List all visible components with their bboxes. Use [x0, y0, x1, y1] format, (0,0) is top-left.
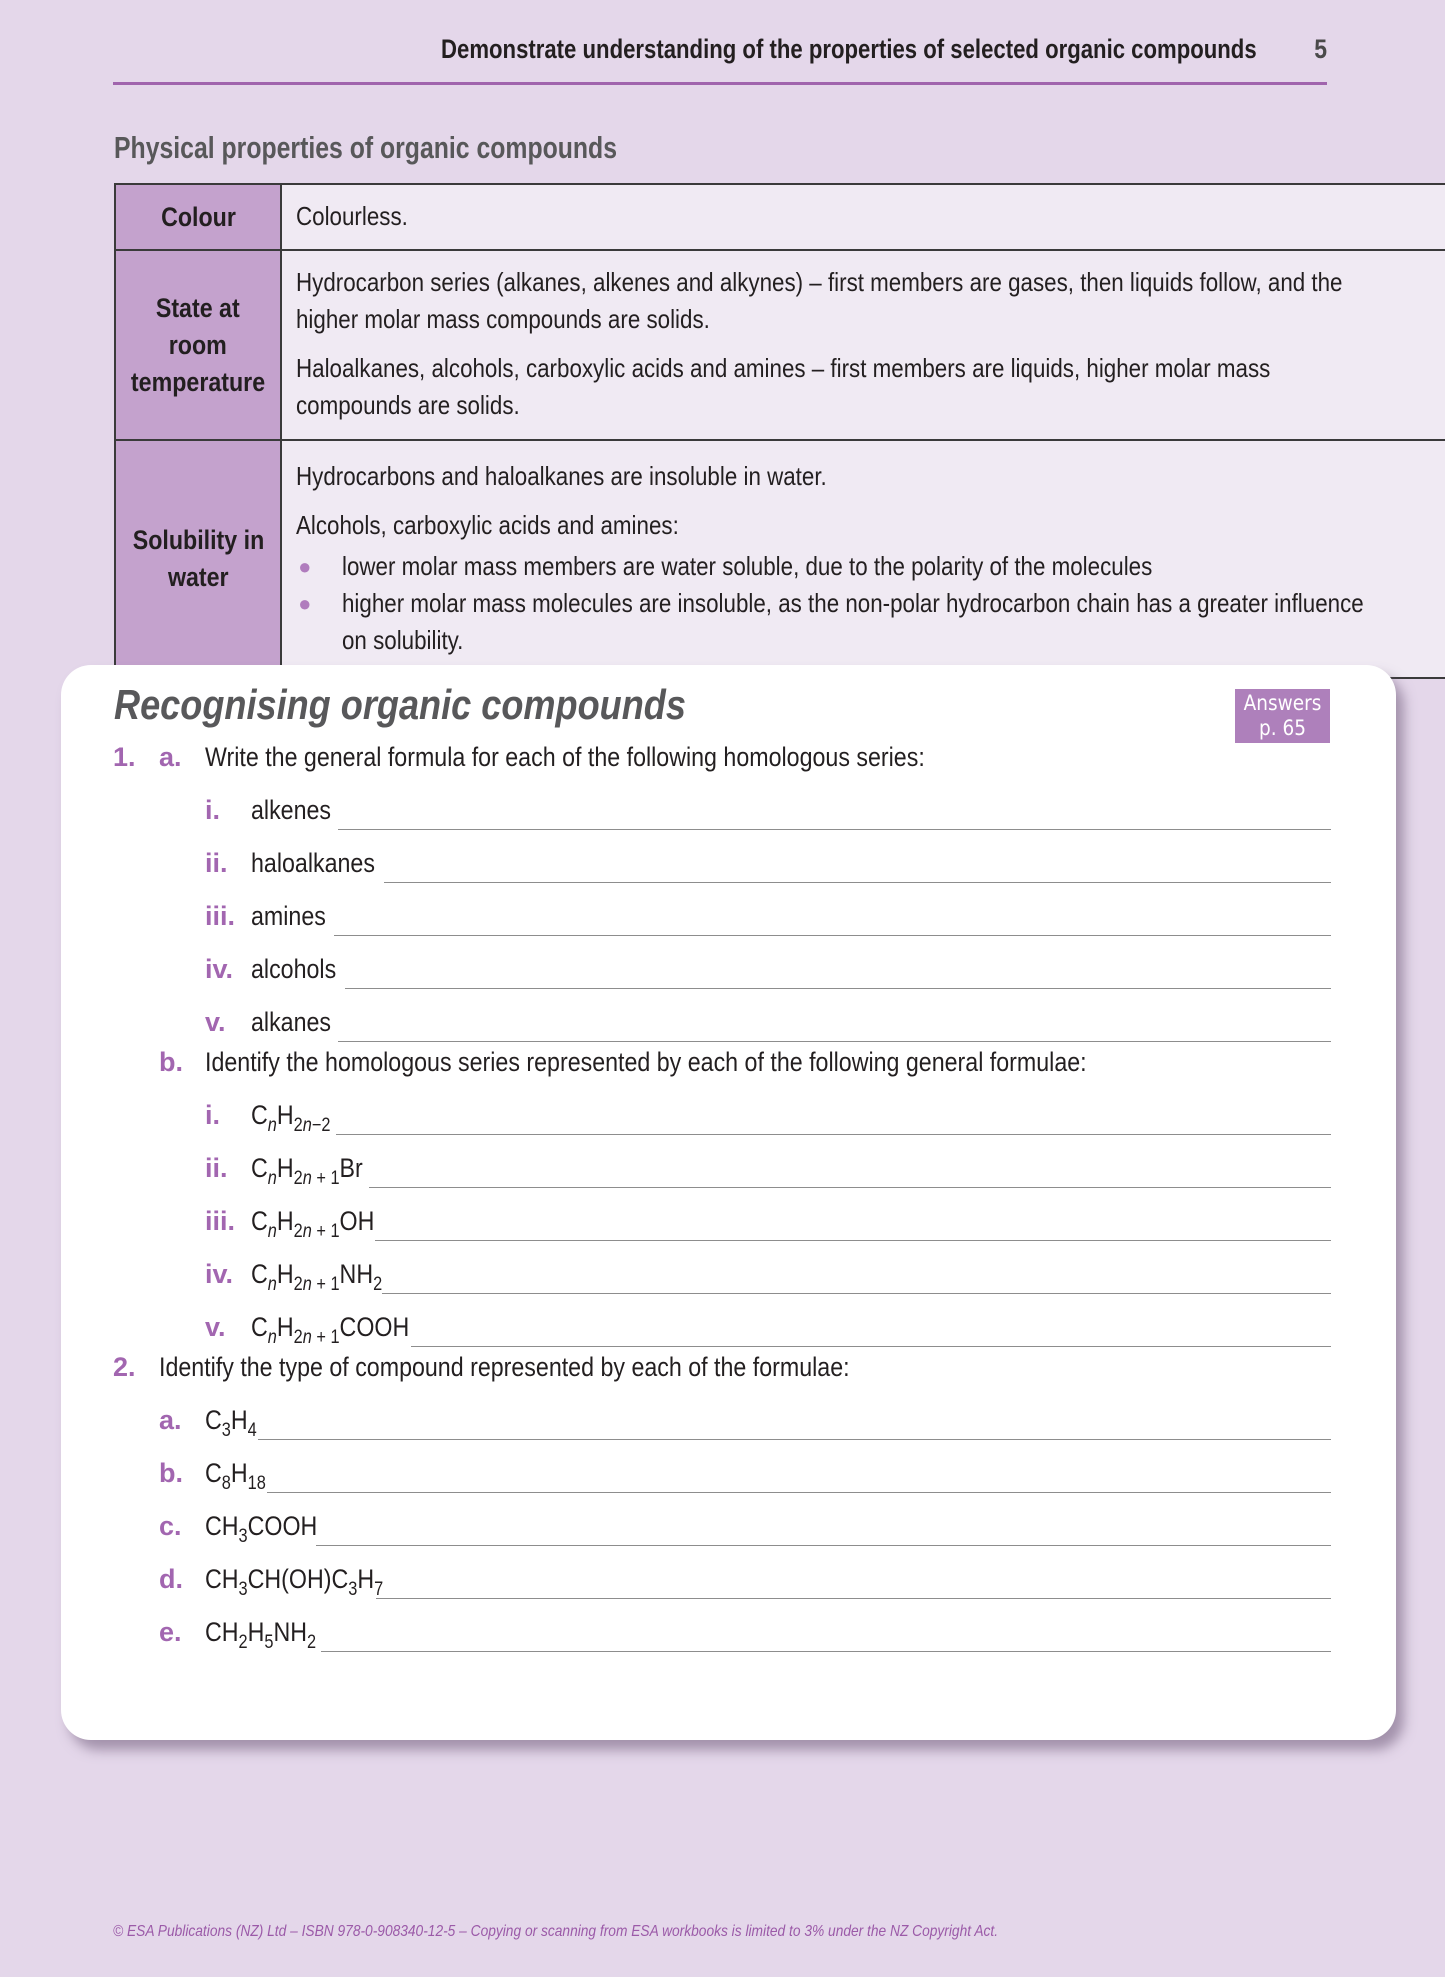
row-label: Colour [115, 184, 281, 250]
question-1b-item-number: v. [205, 1312, 226, 1342]
footer-copyright: © ESA Publications (NZ) Ltd – ISBN 978-0-908340-12-5 – Copying or scanning from ESA workbooks is limited to 3% under the NZ Copyright Act. [113, 1923, 999, 1940]
question-1a [61, 742, 1396, 782]
question-1a-item-answer-line[interactable] [384, 882, 1331, 883]
answers-badge[interactable]: Answers p. 65 [1235, 689, 1330, 743]
question-2-item-number: b. [159, 1458, 183, 1488]
header-title: Demonstrate understanding of the properties of selected organic compounds [441, 34, 1257, 64]
section-title: Physical properties of organic compounds [114, 130, 617, 165]
physical-properties-table [114, 183, 1445, 679]
question-1a-item-answer-line[interactable] [338, 1041, 1331, 1042]
question-2-item [61, 1458, 1396, 1498]
list-item: ● lower molar mass members are water soluble, due to the polarity of the molecules [296, 548, 1445, 585]
question-1a-item [61, 954, 1396, 994]
question-2-item [61, 1617, 1396, 1657]
question-2-item-text: $CH_3COOH$ [205, 1511, 318, 1547]
question-2-item-number: e. [159, 1617, 182, 1647]
question-1a-item-text: alcohols [251, 954, 337, 984]
question-2-text: Identify the type of compound represented by each of the formulae: [159, 1352, 850, 1382]
question-2-item-number: c. [159, 1511, 182, 1541]
question-1a-item-number: i. [205, 795, 221, 825]
question-1b-item-text: $C_nH_{2n + 1}Br$ [251, 1153, 363, 1189]
row-value [281, 440, 1445, 678]
row-label: Solubility in water [115, 440, 281, 678]
question-1b-item [61, 1259, 1396, 1299]
row-label: State at room temperature [115, 250, 281, 440]
paragraph: Alcohols, carboxylic acids and amines: [296, 509, 679, 540]
question-1a-item [61, 795, 1396, 835]
question-1b-item-answer-line[interactable] [336, 1134, 1331, 1135]
question-1b-item-answer-line[interactable] [382, 1293, 1331, 1294]
question-2-number: 2. [113, 1352, 136, 1382]
question-2-item-text: $CH_3CH(OH)C_3H_7$ [205, 1564, 384, 1600]
question-1a-item-text: alkanes [251, 1007, 332, 1037]
question-2-item-answer-line[interactable] [376, 1598, 1331, 1599]
bullet-icon: ● [298, 553, 312, 579]
question-1b-item [61, 1153, 1396, 1193]
question-1a-item [61, 848, 1396, 888]
list-item: ● higher molar mass molecules are insoluble, as the non-polar hydrocarbon chain has a greater influence on solubility. [296, 585, 1445, 659]
question-1a-item-number: iii. [205, 901, 236, 931]
question-1b-number: b. [159, 1047, 183, 1077]
question-1b-item-number: iii. [205, 1206, 236, 1236]
question-1a-item-number: v. [205, 1007, 226, 1037]
question-1b-text: Identify the homologous series represented by each of the following general formulae: [205, 1047, 1087, 1077]
question-1b-item-text: $C_nH_{2n + 1}OH$ [251, 1206, 375, 1242]
paragraph: Hydrocarbon series (alkanes, alkenes and alkynes) – first members are gases, then liquids follow, and the higher molar mass compounds are solids. [296, 267, 1343, 334]
row-value [281, 250, 1445, 440]
question-1a-text: Write the general formula for each of the following homologous series: [205, 742, 925, 772]
question-2-item [61, 1511, 1396, 1551]
question-1b-item [61, 1100, 1396, 1140]
paragraph: Hydrocarbons and haloalkanes are insoluble in water. [296, 460, 827, 491]
question-1b-item-number: iv. [205, 1259, 234, 1289]
question-1a-item-answer-line[interactable] [334, 935, 1331, 936]
question-1a-item-text: haloalkanes [251, 848, 375, 878]
question-2-item-answer-line[interactable] [321, 1651, 1331, 1652]
bullet-list [296, 548, 1445, 659]
question-2-item-answer-line[interactable] [258, 1439, 1331, 1440]
exercise-title: Recognising organic compounds [114, 681, 686, 728]
question-1-number: 1. [113, 742, 136, 772]
question-1b-item-answer-line[interactable] [369, 1187, 1331, 1188]
table-row-state [115, 250, 1445, 440]
question-1b-item-number: ii. [205, 1153, 228, 1183]
question-1b-item-text: $C_nH_{2n-2}$ [251, 1100, 331, 1136]
question-1b-item-answer-line[interactable] [375, 1240, 1331, 1241]
running-header [113, 30, 1327, 70]
question-2-item-number: a. [159, 1405, 182, 1435]
paragraph: Colourless. [296, 200, 408, 231]
question-1b-item-answer-line[interactable] [411, 1346, 1331, 1347]
question-1a-item-text: alkenes [251, 795, 332, 825]
page-number: 5 [1314, 34, 1327, 64]
question-1a-item-number: iv. [205, 954, 234, 984]
bullet-icon: ● [298, 590, 312, 616]
question-2-item-text: $CH_2H_5NH_2$ [205, 1617, 317, 1653]
question-2-item-number: d. [159, 1564, 183, 1594]
paragraph: Haloalkanes, alcohols, carboxylic acids and amines – first members are liquids, higher molar mass compounds are solids. [296, 353, 1271, 420]
question-1a-item [61, 1007, 1396, 1047]
question-1a-item-text: amines [251, 901, 326, 931]
exercise-card [61, 665, 1396, 1740]
question-1b-item [61, 1312, 1396, 1352]
question-1a-item-answer-line[interactable] [338, 829, 1331, 830]
question-1a-number: a. [159, 742, 182, 772]
question-2-item-text: $C_8H_{18}$ [205, 1458, 266, 1494]
question-2-item [61, 1405, 1396, 1445]
row-value [281, 184, 1445, 250]
question-2-item-text: $C_3H_4$ [205, 1405, 257, 1441]
question-1b-item-text: $C_nH_{2n + 1}NH_2$ [251, 1259, 383, 1295]
question-1b-item [61, 1206, 1396, 1246]
question-2-item [61, 1564, 1396, 1604]
header-rule [113, 82, 1327, 85]
question-1a-item-number: ii. [205, 848, 228, 878]
question-1b [61, 1047, 1396, 1087]
table-row-solubility [115, 440, 1445, 678]
question-1b-item-number: i. [205, 1100, 221, 1130]
table-row-colour [115, 184, 1445, 250]
question-1a-item-answer-line[interactable] [345, 988, 1331, 989]
question-2-item-answer-line[interactable] [267, 1492, 1331, 1493]
question-1b-item-text: $C_nH_{2n + 1}COOH$ [251, 1312, 410, 1348]
question-2-item-answer-line[interactable] [316, 1545, 1331, 1546]
question-1a-item [61, 901, 1396, 941]
question-2 [61, 1352, 1396, 1392]
